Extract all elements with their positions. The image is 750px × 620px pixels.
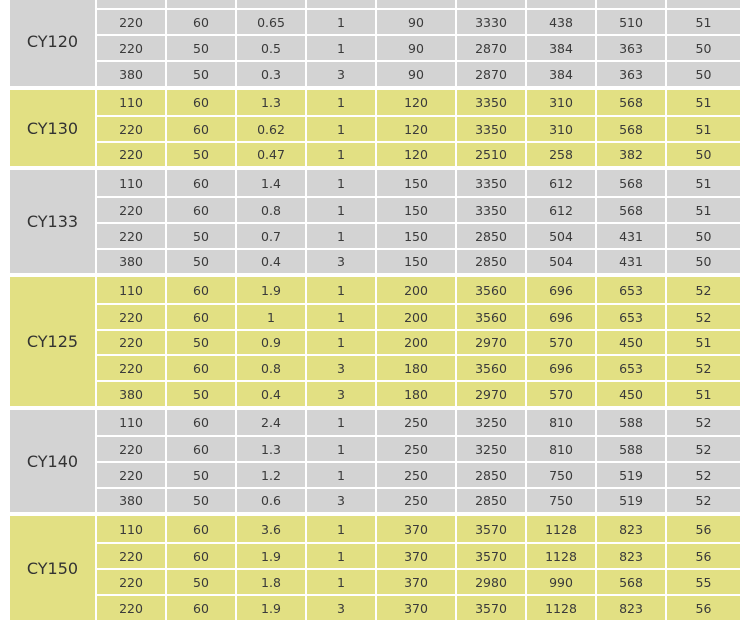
table-cell: 51 bbox=[667, 117, 740, 141]
table-cell: 3 bbox=[307, 250, 375, 273]
table-cell: 1.4 bbox=[237, 170, 305, 196]
table-cell: 2850 bbox=[457, 463, 525, 487]
table-cell: 50 bbox=[667, 250, 740, 273]
table-cell: 90 bbox=[377, 36, 455, 60]
table-cell bbox=[667, 0, 740, 8]
table-cell: 0.6 bbox=[237, 489, 305, 512]
table-cell: 3350 bbox=[457, 198, 525, 222]
table-cell: 60 bbox=[167, 305, 235, 329]
table-cell: 696 bbox=[527, 277, 595, 303]
table-cell: 2980 bbox=[457, 570, 525, 594]
table-cell bbox=[527, 0, 595, 8]
table-cell: 51 bbox=[667, 170, 740, 196]
table-cell: 50 bbox=[667, 224, 740, 248]
table-cell: 110 bbox=[97, 170, 165, 196]
table-cell: 2970 bbox=[457, 382, 525, 406]
table-cell: 60 bbox=[167, 356, 235, 380]
table-cell: 60 bbox=[167, 410, 235, 435]
table-cell: 180 bbox=[377, 382, 455, 406]
table-cell: 52 bbox=[667, 437, 740, 461]
table-cell: 2870 bbox=[457, 62, 525, 86]
table-cell bbox=[457, 0, 525, 8]
table-cell: 150 bbox=[377, 224, 455, 248]
table-cell: 1128 bbox=[527, 596, 595, 620]
table-cell: 1 bbox=[307, 331, 375, 354]
table-cell: 110 bbox=[97, 516, 165, 542]
table-cell: 1 bbox=[307, 410, 375, 435]
table-cell: 120 bbox=[377, 143, 455, 166]
table-cell: 200 bbox=[377, 277, 455, 303]
table-cell: 823 bbox=[597, 596, 665, 620]
table-cell: 50 bbox=[167, 489, 235, 512]
table-cell: 0.47 bbox=[237, 143, 305, 166]
table-cell: 150 bbox=[377, 250, 455, 273]
table-cell: 50 bbox=[667, 143, 740, 166]
model-cell: CY140 bbox=[10, 410, 95, 512]
table-cell: 1.2 bbox=[237, 463, 305, 487]
table-cell: 2850 bbox=[457, 224, 525, 248]
table-cell: 56 bbox=[667, 516, 740, 542]
table-cell: 50 bbox=[667, 62, 740, 86]
model-cell: CY133 bbox=[10, 170, 95, 273]
table-cell: 570 bbox=[527, 331, 595, 354]
table-cell: 1 bbox=[307, 277, 375, 303]
table-cell: 3560 bbox=[457, 277, 525, 303]
table-cell: 612 bbox=[527, 198, 595, 222]
table-cell: 220 bbox=[97, 331, 165, 354]
table-cell: 653 bbox=[597, 305, 665, 329]
table-cell bbox=[237, 0, 305, 8]
table-cell: 180 bbox=[377, 356, 455, 380]
table-cell: 50 bbox=[167, 331, 235, 354]
table-cell: 52 bbox=[667, 463, 740, 487]
table-cell: 52 bbox=[667, 305, 740, 329]
table-cell: 2510 bbox=[457, 143, 525, 166]
table-cell: 0.7 bbox=[237, 224, 305, 248]
table-cell: 382 bbox=[597, 143, 665, 166]
table-cell: 220 bbox=[97, 10, 165, 34]
table-cell: 60 bbox=[167, 437, 235, 461]
table-cell: 50 bbox=[167, 143, 235, 166]
table-cell: 0.9 bbox=[237, 331, 305, 354]
table-cell: 51 bbox=[667, 331, 740, 354]
table-cell: 1 bbox=[307, 170, 375, 196]
table-cell: 51 bbox=[667, 198, 740, 222]
table-cell: 0.5 bbox=[237, 36, 305, 60]
table-cell: 50 bbox=[167, 224, 235, 248]
table-cell: 250 bbox=[377, 437, 455, 461]
table-cell: 258 bbox=[527, 143, 595, 166]
table-cell: 220 bbox=[97, 463, 165, 487]
table-cell: 51 bbox=[667, 90, 740, 115]
table-cell: 1.9 bbox=[237, 544, 305, 568]
model-cell: CY130 bbox=[10, 90, 95, 166]
table-cell: 0.3 bbox=[237, 62, 305, 86]
table-cell: 450 bbox=[597, 331, 665, 354]
table-cell: 1 bbox=[307, 143, 375, 166]
table-cell: 568 bbox=[597, 90, 665, 115]
table-cell: 310 bbox=[527, 117, 595, 141]
table-cell: 568 bbox=[597, 198, 665, 222]
table-cell: 3350 bbox=[457, 90, 525, 115]
table-cell: 3330 bbox=[457, 10, 525, 34]
table-cell: 220 bbox=[97, 437, 165, 461]
table-cell: 696 bbox=[527, 305, 595, 329]
table-cell: 50 bbox=[667, 36, 740, 60]
table-cell: 60 bbox=[167, 170, 235, 196]
table-cell: 52 bbox=[667, 489, 740, 512]
table-cell: 110 bbox=[97, 277, 165, 303]
table-cell: 1 bbox=[307, 198, 375, 222]
table-cell: 750 bbox=[527, 463, 595, 487]
table-cell: 810 bbox=[527, 437, 595, 461]
table-cell: 220 bbox=[97, 143, 165, 166]
table-cell: 380 bbox=[97, 489, 165, 512]
table-cell: 431 bbox=[597, 224, 665, 248]
table-cell: 1 bbox=[307, 544, 375, 568]
table-cell: 3 bbox=[307, 489, 375, 512]
table-cell: 51 bbox=[667, 10, 740, 34]
table-cell: 120 bbox=[377, 117, 455, 141]
table-cell: 2870 bbox=[457, 36, 525, 60]
table-cell bbox=[377, 0, 455, 8]
table-cell: 1 bbox=[237, 305, 305, 329]
table-cell: 588 bbox=[597, 410, 665, 435]
table-cell: 56 bbox=[667, 596, 740, 620]
table-cell: 220 bbox=[97, 198, 165, 222]
table-cell: 363 bbox=[597, 62, 665, 86]
table-cell bbox=[307, 0, 375, 8]
table-cell: 1 bbox=[307, 516, 375, 542]
table-cell: 60 bbox=[167, 90, 235, 115]
table-cell: 2850 bbox=[457, 489, 525, 512]
table-cell: 1 bbox=[307, 117, 375, 141]
table-cell: 504 bbox=[527, 250, 595, 273]
table-cell: 60 bbox=[167, 596, 235, 620]
table-cell: 504 bbox=[527, 224, 595, 248]
table-cell: 1.8 bbox=[237, 570, 305, 594]
model-cell: CY150 bbox=[10, 516, 95, 620]
table-cell: 200 bbox=[377, 305, 455, 329]
table-cell: 568 bbox=[597, 117, 665, 141]
table-cell: 52 bbox=[667, 277, 740, 303]
table-cell: 653 bbox=[597, 277, 665, 303]
table-cell bbox=[597, 0, 665, 8]
table-cell: 450 bbox=[597, 382, 665, 406]
table-cell: 380 bbox=[97, 62, 165, 86]
table-cell: 588 bbox=[597, 437, 665, 461]
table-cell: 2970 bbox=[457, 331, 525, 354]
table-cell: 384 bbox=[527, 62, 595, 86]
table-cell: 3 bbox=[307, 596, 375, 620]
table-cell: 568 bbox=[597, 170, 665, 196]
table-cell: 2.4 bbox=[237, 410, 305, 435]
table-cell: 3 bbox=[307, 356, 375, 380]
table-cell bbox=[167, 0, 235, 8]
table-cell: 3 bbox=[307, 62, 375, 86]
table-cell: 1 bbox=[307, 36, 375, 60]
table-cell: 0.65 bbox=[237, 10, 305, 34]
table-cell: 3350 bbox=[457, 117, 525, 141]
table-cell: 370 bbox=[377, 544, 455, 568]
table-cell: 519 bbox=[597, 489, 665, 512]
table-cell: 823 bbox=[597, 544, 665, 568]
table-cell: 3560 bbox=[457, 305, 525, 329]
table-cell: 363 bbox=[597, 36, 665, 60]
table-cell: 220 bbox=[97, 596, 165, 620]
table-cell: 1 bbox=[307, 10, 375, 34]
table-cell: 3250 bbox=[457, 410, 525, 435]
model-cell: CY120 bbox=[10, 0, 95, 86]
table-cell: 120 bbox=[377, 90, 455, 115]
table-cell: 750 bbox=[527, 489, 595, 512]
table-cell: 200 bbox=[377, 331, 455, 354]
table-cell: 0.62 bbox=[237, 117, 305, 141]
table-cell: 110 bbox=[97, 410, 165, 435]
table-cell: 55 bbox=[667, 570, 740, 594]
table-cell: 220 bbox=[97, 117, 165, 141]
table-cell: 380 bbox=[97, 250, 165, 273]
table-cell: 3570 bbox=[457, 596, 525, 620]
table-cell: 1 bbox=[307, 305, 375, 329]
model-cell: CY125 bbox=[10, 277, 95, 406]
table-cell: 52 bbox=[667, 356, 740, 380]
table-cell: 220 bbox=[97, 36, 165, 60]
table-cell: 220 bbox=[97, 544, 165, 568]
table-cell: 370 bbox=[377, 516, 455, 542]
table-cell bbox=[97, 0, 165, 8]
table-cell: 0.4 bbox=[237, 250, 305, 273]
table-cell: 3350 bbox=[457, 170, 525, 196]
table-cell: 0.8 bbox=[237, 356, 305, 380]
table-cell: 3250 bbox=[457, 437, 525, 461]
table-cell: 60 bbox=[167, 277, 235, 303]
table-cell: 60 bbox=[167, 117, 235, 141]
table-cell: 570 bbox=[527, 382, 595, 406]
table-cell: 250 bbox=[377, 463, 455, 487]
table-cell: 696 bbox=[527, 356, 595, 380]
table-cell: 51 bbox=[667, 382, 740, 406]
table-cell: 50 bbox=[167, 250, 235, 273]
table-cell: 380 bbox=[97, 382, 165, 406]
table-cell: 50 bbox=[167, 62, 235, 86]
table-cell: 370 bbox=[377, 570, 455, 594]
table-cell: 3570 bbox=[457, 544, 525, 568]
table-cell: 0.4 bbox=[237, 382, 305, 406]
table-cell: 150 bbox=[377, 170, 455, 196]
table-cell: 50 bbox=[167, 382, 235, 406]
table-cell: 220 bbox=[97, 224, 165, 248]
table-cell: 250 bbox=[377, 410, 455, 435]
table-cell: 1.9 bbox=[237, 277, 305, 303]
table-cell: 823 bbox=[597, 516, 665, 542]
table-cell: 310 bbox=[527, 90, 595, 115]
table-cell: 250 bbox=[377, 489, 455, 512]
table-cell: 612 bbox=[527, 170, 595, 196]
table-cell: 1.3 bbox=[237, 437, 305, 461]
table-cell: 220 bbox=[97, 305, 165, 329]
table-cell: 1.9 bbox=[237, 596, 305, 620]
table-cell: 431 bbox=[597, 250, 665, 273]
table-cell: 1 bbox=[307, 570, 375, 594]
table-cell: 1 bbox=[307, 437, 375, 461]
table-cell: 1.3 bbox=[237, 90, 305, 115]
table-cell: 1 bbox=[307, 224, 375, 248]
table-cell: 1128 bbox=[527, 516, 595, 542]
table-cell: 50 bbox=[167, 570, 235, 594]
table-cell: 220 bbox=[97, 570, 165, 594]
table-cell: 370 bbox=[377, 596, 455, 620]
table-cell: 3560 bbox=[457, 356, 525, 380]
table-cell: 1 bbox=[307, 463, 375, 487]
table-cell: 60 bbox=[167, 10, 235, 34]
table-cell: 150 bbox=[377, 198, 455, 222]
table-cell: 510 bbox=[597, 10, 665, 34]
table-cell: 90 bbox=[377, 10, 455, 34]
table-cell: 52 bbox=[667, 410, 740, 435]
table-cell: 384 bbox=[527, 36, 595, 60]
table-cell: 50 bbox=[167, 463, 235, 487]
table-cell: 653 bbox=[597, 356, 665, 380]
table-cell: 90 bbox=[377, 62, 455, 86]
table-cell: 50 bbox=[167, 36, 235, 60]
table-cell: 220 bbox=[97, 356, 165, 380]
table-cell: 568 bbox=[597, 570, 665, 594]
table-cell: 60 bbox=[167, 198, 235, 222]
table-cell: 1 bbox=[307, 90, 375, 115]
table-cell: 60 bbox=[167, 544, 235, 568]
table-cell: 60 bbox=[167, 516, 235, 542]
table-cell: 3 bbox=[307, 382, 375, 406]
table-cell: 1128 bbox=[527, 544, 595, 568]
table-cell: 438 bbox=[527, 10, 595, 34]
table-cell: 3.6 bbox=[237, 516, 305, 542]
table-cell: 3570 bbox=[457, 516, 525, 542]
table-cell: 2850 bbox=[457, 250, 525, 273]
table-cell: 110 bbox=[97, 90, 165, 115]
table-cell: 519 bbox=[597, 463, 665, 487]
table-cell: 990 bbox=[527, 570, 595, 594]
table-cell: 0.8 bbox=[237, 198, 305, 222]
table-cell: 810 bbox=[527, 410, 595, 435]
table-cell: 56 bbox=[667, 544, 740, 568]
